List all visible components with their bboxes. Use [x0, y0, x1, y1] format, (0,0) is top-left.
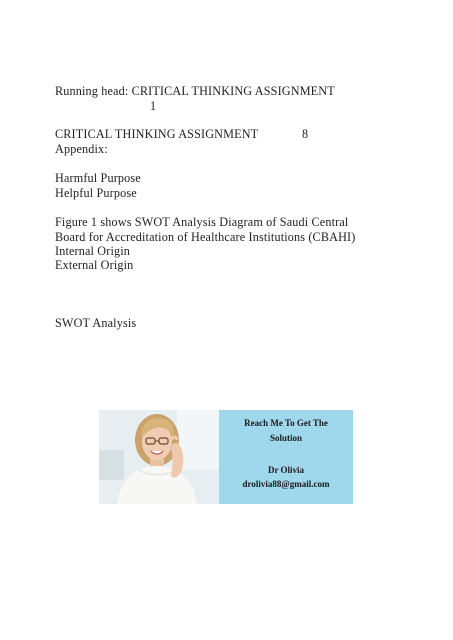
- internal-origin-label: Internal Origin: [55, 244, 131, 258]
- figure-caption-line-1: Figure 1 shows SWOT Analysis Diagram of Saudi Central: [55, 215, 349, 229]
- running-head: Running head: CRITICAL THINKING ASSIGNMENT: [55, 84, 335, 98]
- advert-headline-line-1: Reach Me To Get The: [244, 418, 328, 428]
- appendix-label: Appendix:: [55, 142, 108, 156]
- header-title: CRITICAL THINKING ASSIGNMENT: [55, 127, 259, 141]
- helpful-purpose-label: Helpful Purpose: [55, 186, 137, 200]
- contact-advert[interactable]: [99, 410, 353, 504]
- advert-contact-name: Dr Olivia: [267, 465, 305, 475]
- advert-contact-email[interactable]: drolivia88@gmail.com: [242, 479, 330, 489]
- harmful-purpose-label: Harmful Purpose: [55, 171, 141, 185]
- figure-caption-line-2: Board for Accreditation of Healthcare Institutions (CBAHI): [55, 230, 356, 244]
- header-page-number: 8: [302, 127, 309, 141]
- swot-analysis-label: SWOT Analysis: [55, 316, 137, 330]
- woman-with-glasses-photo: [99, 410, 219, 504]
- woman-photo-icon: [99, 410, 219, 504]
- advert-headline-line-2: Solution: [269, 433, 302, 443]
- running-head-page-number: 1: [150, 99, 157, 113]
- external-origin-label: External Origin: [55, 258, 134, 272]
- contact-info-panel: [219, 410, 353, 504]
